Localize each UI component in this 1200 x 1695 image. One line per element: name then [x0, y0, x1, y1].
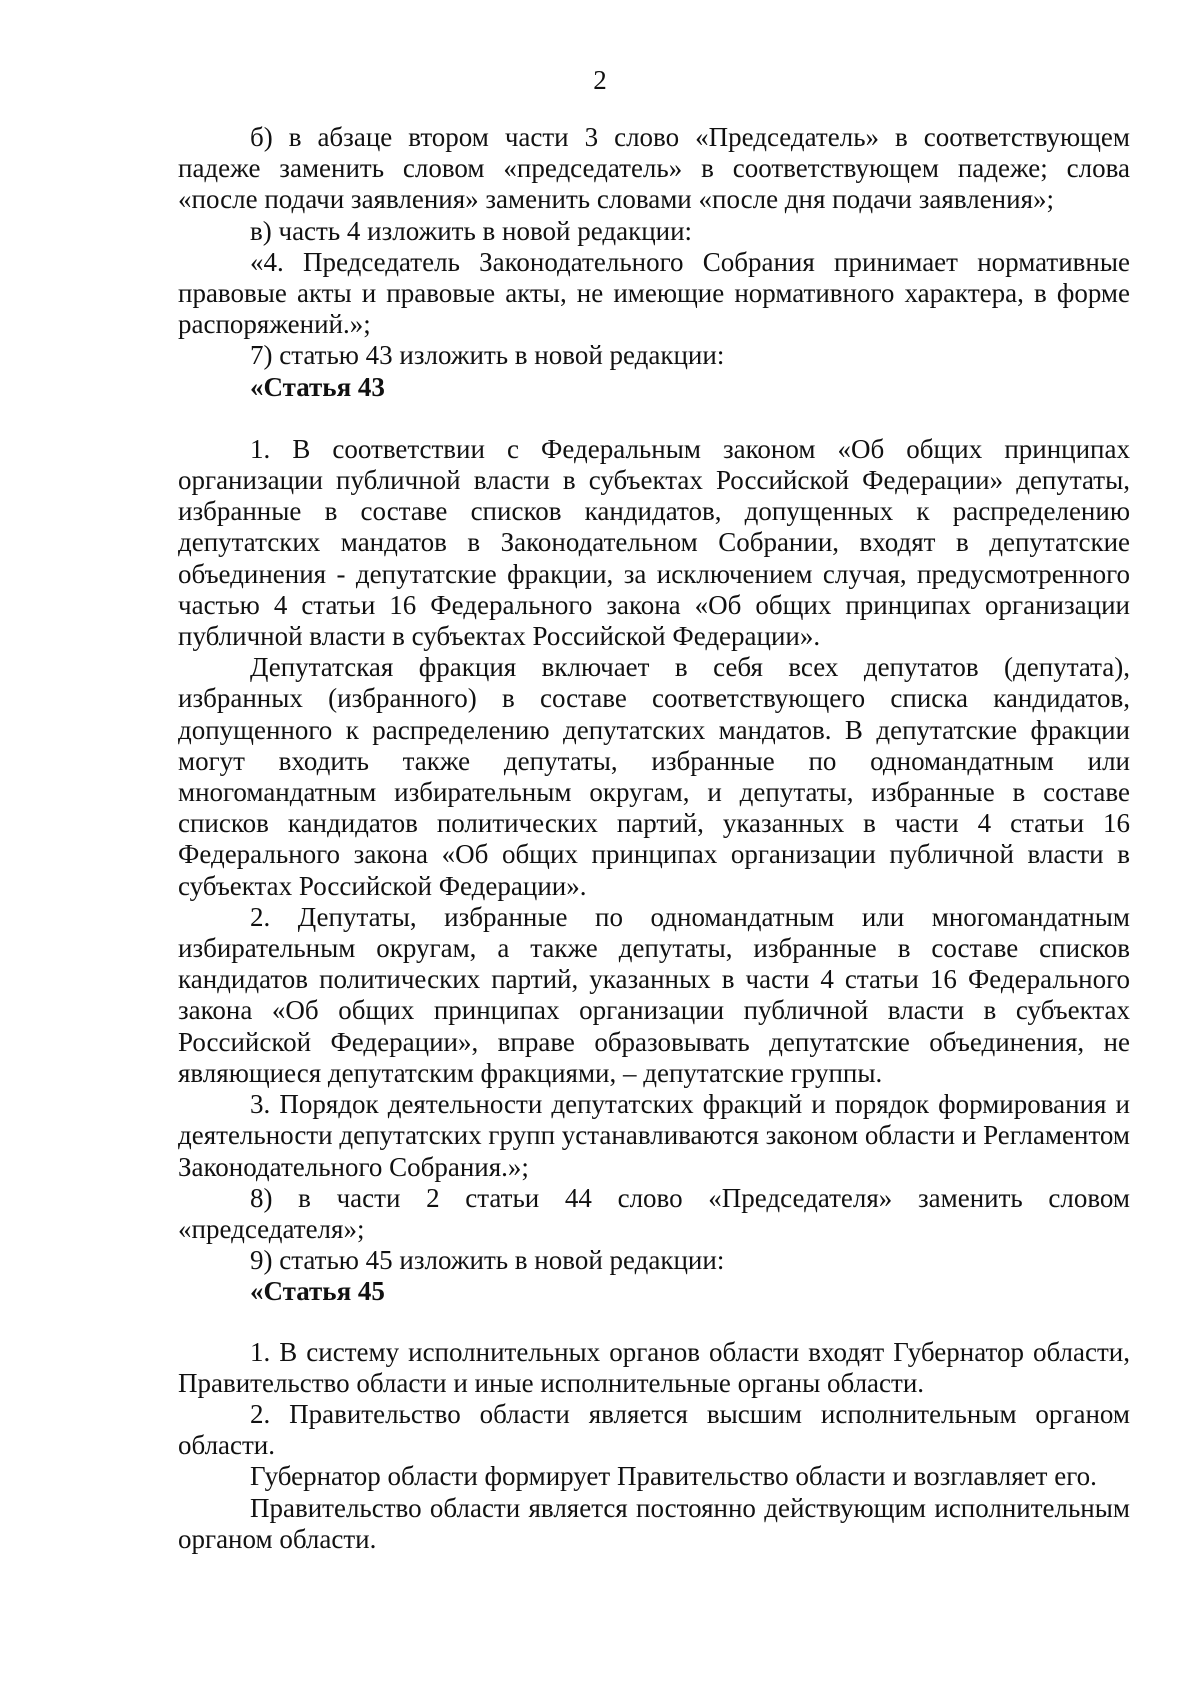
article-45-part-1: 1. В систему исполнительных органов области входят Губернатор области, Правительство области и иные исполнительные органы области.: [178, 1336, 1130, 1398]
article-43-part-3: 3. Порядок деятельности депутатских фракций и порядок формирования и деятельности депутатских групп устанавливаются законом области и Регламентом Законодательного Собрания.»;: [178, 1089, 1130, 1182]
article-45-part-2-paragraph-2: Губернатор области формирует Правительство области и возглавляет его.: [250, 1461, 1097, 1492]
spacer: [178, 403, 1130, 434]
article-43-part-2: 2. Депутаты, избранные по одномандатным или многомандатным избирательным округам, а также депутаты, избранные в составе списков кандидатов политических партий, указанных в части 4 статьи 16 Федерального закона «Об общих принципах организации публичной власти в субъектах Российской Федерации», вправе образовывать депутатские объединения, не являющиеся депутатским фракциями, – депутатские группы.: [178, 901, 1130, 1088]
document-body: [178, 122, 1130, 1555]
article-43-part-1: 1. В соответствии с Федеральным законом «Об общих принципах организации публичной власти в субъектах Российской Федерации» депутаты, избранные в составе списков кандидатов, допущенных к распределению депутатских мандатов в Законодательном Собрании, входят в депутатские объединения - депутатские фракции, за исключением случая, предусмотренного частью 4 статьи 16 Федерального закона «Об общих принципах организации публичной власти в субъектах Российской Федерации».: [178, 433, 1130, 652]
article-45-part-2-paragraph-3: Правительство области является постоянно действующим исполнительным органом области.: [178, 1492, 1130, 1554]
paragraph-item-8: 8) в части 2 статьи 44 слово «Председателя» заменить словом «председателя»;: [178, 1182, 1130, 1244]
page-number: 2: [593, 65, 607, 95]
paragraph-item-7: 7) статью 43 изложить в новой редакции:: [250, 340, 725, 371]
article-45-part-2: 2. Правительство области является высшим исполнительным органом области.: [178, 1398, 1130, 1461]
paragraph-item-9: 9) статью 45 изложить в новой редакции:: [250, 1245, 725, 1276]
article-45-heading: «Статья 45: [250, 1276, 385, 1307]
article-43-heading: «Статья 43: [250, 371, 385, 402]
paragraph-amendment-v: в) часть 4 изложить в новой редакции:: [250, 215, 693, 246]
spacer: [178, 1308, 1130, 1337]
article-43-part-1-paragraph-2: Депутатская фракция включает в себя всех депутатов (депутата), избранных (избранного) в составе соответствующего списка кандидатов, допущенного к распределению депутатских мандатов. В депутатские фракции могут входить также депутаты, избранные по одномандатным или многомандатным избирательным округам, и депутаты, избранные в составе списков кандидатов политических партий, указанных в части 4 статьи 16 Федерального закона «Об общих принципах организации публичной власти в субъектах Российской Федерации».: [178, 652, 1130, 901]
paragraph-part-4-text: «4. Председатель Законодательного Собрания принимает нормативные правовые акты и правовые акты, не имеющие нормативного характера, в форме распоряжений.»;: [178, 246, 1130, 340]
paragraph-amendment-b: б) в абзаце втором части 3 слово «Председатель» в соответствующем падеже заменить словом «председатель» в соответствующем падеже; слова «после подачи заявления» заменить словами «после дня подачи заявления»;: [178, 122, 1130, 215]
